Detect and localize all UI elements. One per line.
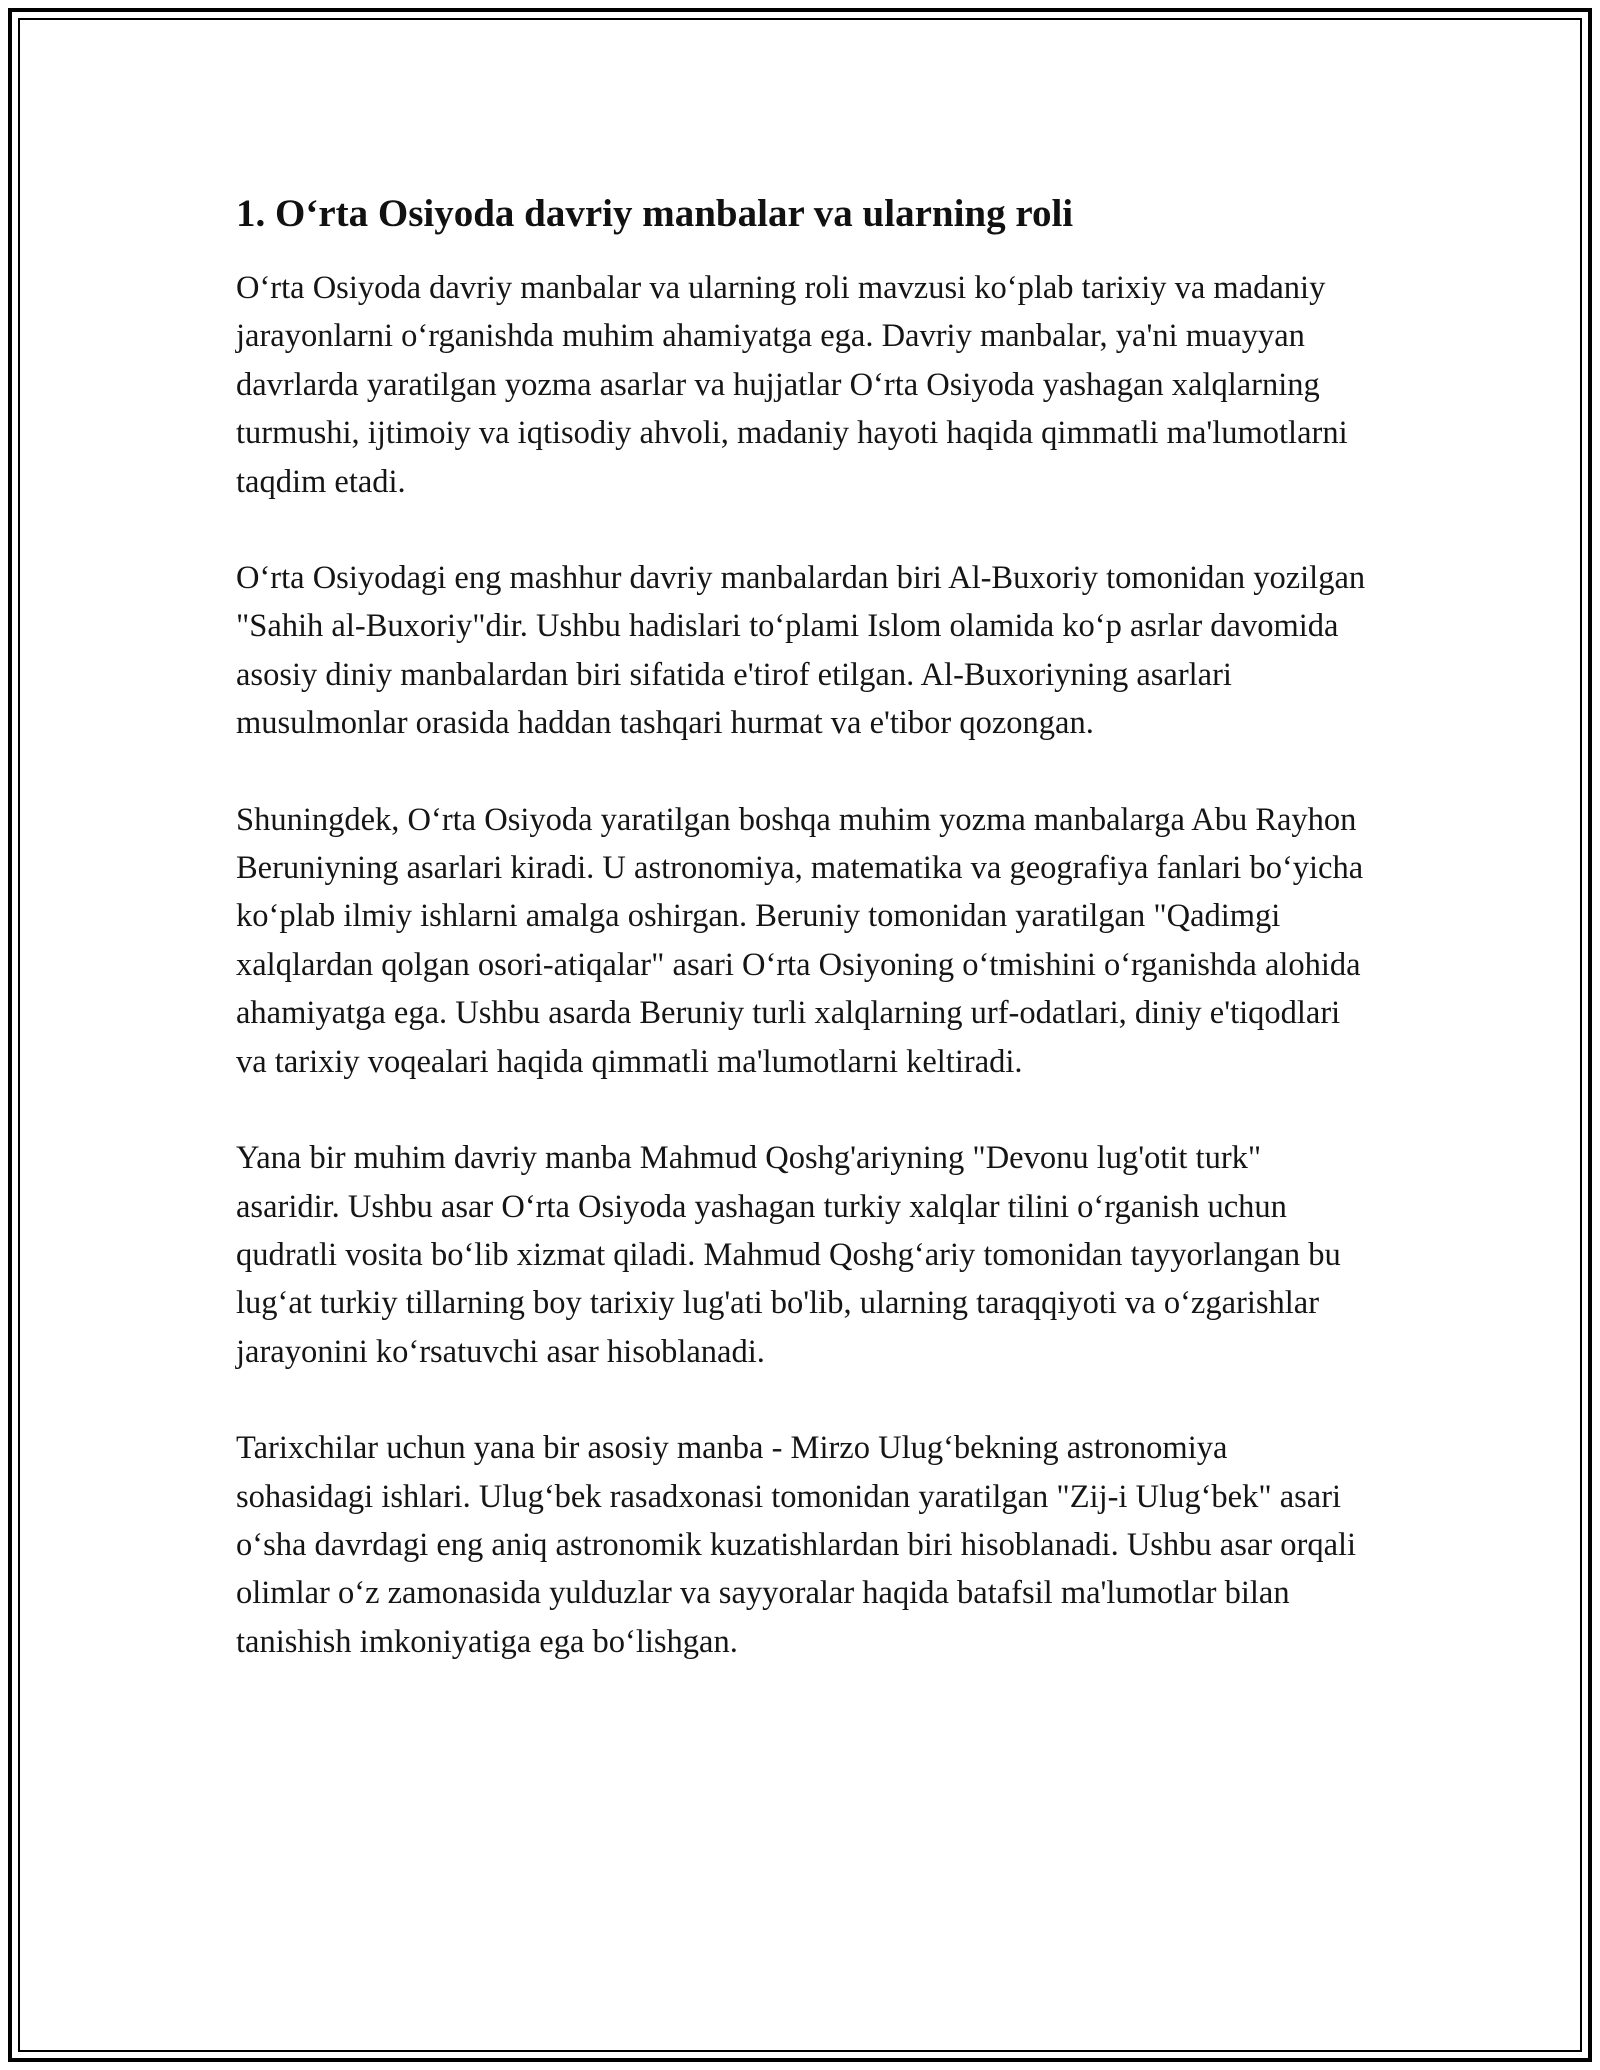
section-heading: 1. O‘rta Osiyoda davriy manbalar va ularning roli: [236, 192, 1074, 235]
paragraph-1: O‘rta Osiyoda davriy manbalar va ularning roli mavzusi ko‘plab tarixiy va madaniy jarayonlarni o‘rganishda muhim ahamiyatga ega. Davriy manbalar, ya'ni muayyan davrlarda yaratilgan yozma asarlar va hujjatlar O‘rta Osiyoda yashagan xalqlarning turmushi, ijtimoiy va iqtisodiy ahvoli, madaniy hayoti haqida qimmatli ma'lumotlarni taqdim etadi.: [236, 270, 1348, 500]
document-body: [236, 186, 1366, 1714]
paragraph-4: Yana bir muhim davriy manba Mahmud Qoshg'ariyning "Devonu lug'otit turk" asaridir. Ushbu asar O‘rta Osiyoda yashagan turkiy xalqlar tilini o‘rganish uchun qudratli vosita bo‘lib xizmat qiladi. Mahmud Qoshg‘ariy tomonidan tayyorlangan bu lug‘at turkiy tillarning boy tarixiy lug'ati bo'lib, ularning taraqqiyoti va o‘zgarishlar jarayonini ko‘rsatuvchi asar hisoblanadi.: [236, 1140, 1341, 1370]
paragraph-2: O‘rta Osiyodagi eng mashhur davriy manbalardan biri Al-Buxoriy tomonidan yozilgan "Sahih al-Buxoriy"dir. Ushbu hadislari to‘plami Islom olamida ko‘p asrlar davomida asosiy diniy manbalardan biri sifatida e'tirof etilgan. Al-Buxoriyning asarlari musulmonlar orasida haddan tashqari hurmat va e'tibor qozongan.: [236, 560, 1366, 742]
paragraph-3: Shuningdek, O‘rta Osiyoda yaratilgan boshqa muhim yozma manbalarga Abu Rayhon Beruniyning asarlari kiradi. U astronomiya, matematika va geografiya fanlari bo‘yicha ko‘plab ilmiy ishlarni amalga oshirgan. Beruniy tomonidan yaratilgan "Qadimgi xalqlardan qolgan osori-atiqalar" asari O‘rta Osiyoning o‘tmishini o‘rganishda alohida ahamiyatga ega. Ushbu asarda Beruniy turli xalqlarning urf-odatlari, diniy e'tiqodlari va tarixiy voqealari haqida qimmatli ma'lumotlarni keltiradi.: [236, 801, 1364, 1080]
paragraph-5: Tarixchilar uchun yana bir asosiy manba - Mirzo Ulug‘bekning astronomiya sohasidagi ishlari. Ulug‘bek rasadxonasi tomonidan yaratilgan "Zij-i Ulug‘bek" asari o‘sha davrdagi eng aniq astronomik kuzatishlardan biri hisoblanadi. Ushbu asar orqali olimlar o‘z zamonasida yulduzlar va sayyoralar haqida batafsil ma'lumotlar bilan tanishish imkoniyatiga ega bo‘lishgan.: [236, 1430, 1357, 1660]
